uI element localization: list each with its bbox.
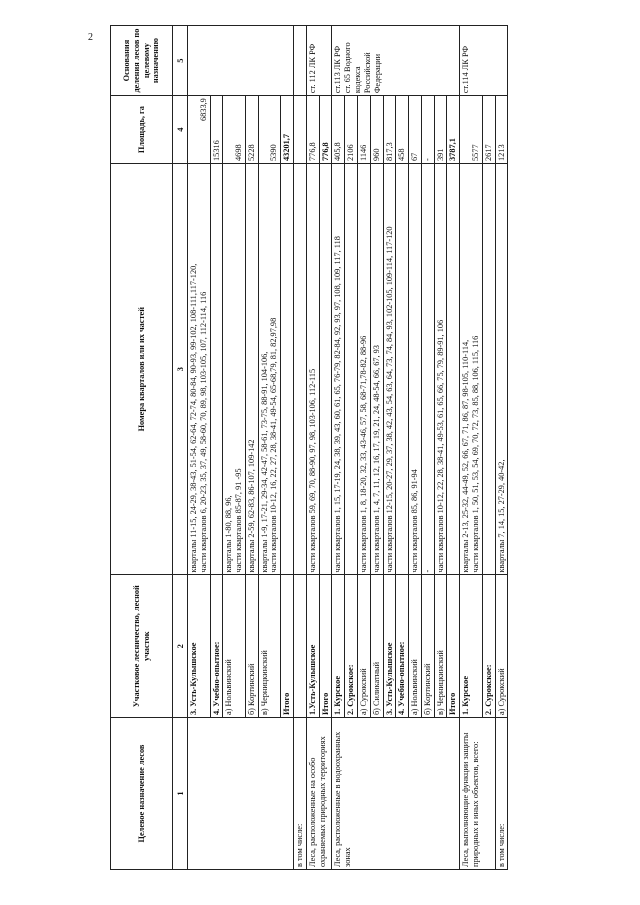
area-cell: 1146 [357, 96, 370, 164]
quarters-cell: части кварталов 12-15, 20-27, 29, 37, 38, 42, 43, 54, 63, 64, 73, 74, 84, 93, 102-105, 109-114, 117-120 [383, 163, 396, 574]
table-row [332, 26, 345, 870]
total-area: 43201,7 [281, 96, 294, 164]
basis-text: ст.113 ЛК РФ [333, 45, 343, 94]
forestry-cell: б) Силикатный [370, 575, 383, 718]
area-cell: 817,3 [383, 96, 396, 164]
area-cell: 5577 [460, 96, 483, 164]
quarters-cell [210, 163, 223, 574]
area-cell: 391 [434, 96, 447, 164]
basis-cell [332, 26, 460, 96]
total-label: Итого [447, 575, 460, 718]
forestry-cell: 2. Сурокское: [345, 575, 358, 718]
header-quarters: Номера кварталов или их частей [111, 163, 173, 574]
quarters-cell [223, 163, 246, 574]
quarters-cell: части кварталов 1, 4, 7, 11, 12, 16, 17, 19, 21, 24, 48-54, 66, 67, 93 [370, 163, 383, 574]
forestry-cell: в) Черницкинский [434, 575, 447, 718]
table-row [294, 26, 307, 870]
forestry-cell: в) Черницкинский [258, 575, 281, 718]
area-cell: - [421, 96, 434, 164]
quarters-cell: части кварталов 1, 15, 17-19, 24, 38, 39, 43, 60, 61, 65, 76-79, 82-84, 92, 93, 97, 108, 109, 117, 118 [332, 163, 345, 574]
basis-cell [294, 26, 307, 96]
table-row [495, 26, 508, 870]
forestry-cell: а) Сурокский [357, 575, 370, 718]
column-number-row [173, 26, 188, 870]
quarters-cell [319, 163, 332, 574]
forestry-cell: а) Сурокский [495, 575, 508, 718]
area-cell: 458 [396, 96, 409, 164]
page-number: 2 [88, 32, 93, 43]
table-row [188, 26, 211, 870]
area-cell: 67 [409, 96, 422, 164]
col-number: 1 [173, 718, 188, 870]
quarters-cell [460, 163, 483, 574]
area-cell: 15316 [210, 96, 223, 164]
table-row [460, 26, 483, 870]
area-cell: 5228 [245, 96, 258, 164]
purpose-cell: Леса, расположенные на особо охраняемых природных территориях [306, 718, 332, 870]
quarters-cell: части кварталов 59, 69, 70, 88-90, 97, 98, 103-106, 112-115 [306, 163, 319, 574]
area-cell: 1213 [495, 96, 508, 164]
purpose-cell: в том числе: [294, 718, 307, 870]
quarters-cell [258, 163, 281, 574]
quarters-text: части кварталов 6, 20-23, 35, 37, 49, 58-60, 70, 89, 98, 103-105, 107, 112-114, 116 [198, 291, 208, 573]
rotated-table-container [110, 25, 620, 870]
area-cell: 2106 [345, 96, 358, 164]
forestry-cell: б) Кортинский [245, 575, 258, 718]
forestry-cell: 3. Усть-Кулышское [188, 575, 211, 718]
quarters-cell [345, 163, 358, 574]
forestry-cell: 1. Курское [332, 575, 345, 718]
header-basis: Основания деления лесов по целевому назначению [111, 26, 173, 96]
quarters-text: кварталы 2-13, 25-32, 44-49, 52, 66, 67, 71, 86, 87, 98-105, 110-114, [461, 339, 471, 573]
quarters-text: кварталы 1-9, 17-21, 29-34, 42-47, 58-61, 73-75, 88-91, 104-106, [259, 351, 269, 573]
purpose-cell: Леса, расположенные в водоохранных зонах [332, 718, 460, 870]
quarters-text: части кварталов 85-87, 91 -95 [234, 468, 244, 573]
forestry-cell: а) Нольвинский [223, 575, 246, 718]
area-cell: 5390 [258, 96, 281, 164]
quarters-text: части кварталов 10-12, 16, 22, 27, 28, 38-41, 49-54, 65-68,79, 81, 82,97,98 [269, 317, 279, 573]
basis-text: ст. 65 Водного кодекса Российской Федерации [343, 42, 382, 94]
quarters-cell: - [421, 163, 434, 574]
basis-cell [188, 26, 294, 96]
quarters-cell: части кварталов 10-12, 22, 28, 38-41, 49-53, 61, 65, 66, 75, 79, 89-91, 106 [434, 163, 447, 574]
quarters-text: кварталы 1-80, 88, 96, [224, 495, 234, 573]
forestry-cell [294, 575, 307, 718]
basis-cell: ст.114 ЛК РФ [460, 26, 508, 96]
forestry-cell: 3. Усть-Кулышское [383, 575, 396, 718]
purpose-cell [188, 718, 294, 870]
header-forestry: Участковое лесничество, лесной участок [111, 575, 173, 718]
quarters-cell: кварталы 7, 14, 15, 27-29, 40-42, [495, 163, 508, 574]
forestry-cell: б) Кортинский [421, 575, 434, 718]
header-area: Площадь, га [111, 96, 173, 164]
col-number: 5 [173, 26, 188, 96]
header-row [111, 26, 173, 870]
quarters-cell [281, 163, 294, 574]
purpose-cell: Леса, выполняющие функции защиты природных и иных объектов, всего: [460, 718, 495, 870]
forestry-cell: 1. Курское [460, 575, 483, 718]
forestry-cell: а) Нольвинский [409, 575, 422, 718]
col-number: 2 [173, 575, 188, 718]
table-row [306, 26, 319, 870]
area-cell: 2617 [482, 96, 495, 164]
forestry-cell: 1.Усть-Кулышское [306, 575, 319, 718]
col-number: 3 [173, 163, 188, 574]
forest-purpose-table [110, 25, 508, 870]
quarters-text: кварталы 11-15, 24-29, 38-43, 51-54, 62-64, 72-74, 80-84, 90-93, 99-102, 108-111,117-120, [189, 263, 199, 573]
total-label: Итого [319, 575, 332, 718]
col-number: 4 [173, 96, 188, 164]
area-cell: 960 [370, 96, 383, 164]
quarters-text: части кварталов 1, 50, 51, 53, 54, 69, 70, 72, 73, 85, 88, 106, 115, 116 [470, 335, 480, 573]
quarters-cell: кварталы 2-59, 62-83, 86-107, 109-142 [245, 163, 258, 574]
forestry-cell: 2. Сурокское: [482, 575, 495, 718]
quarters-cell: части кварталов 1, 8, 18-20, 32, 33, 43-46, 57, 58, 68-71,78-82, 88-96 [357, 163, 370, 574]
forestry-cell: 4. Учебно-опытное: [210, 575, 223, 718]
total-area: 776,8 [319, 96, 332, 164]
quarters-cell: части кварталов 85, 86, 91-94 [409, 163, 422, 574]
quarters-cell [447, 163, 460, 574]
area-cell [294, 96, 307, 164]
area-cell: 776,8 [306, 96, 319, 164]
area-cell: 405,8 [332, 96, 345, 164]
header-purpose: Целевое назначение лесов [111, 718, 173, 870]
quarters-cell [188, 163, 211, 574]
quarters-cell [294, 163, 307, 574]
area-cell: 4698 [223, 96, 246, 164]
forestry-cell: 4. Учебно-опытное: [396, 575, 409, 718]
purpose-cell: в том числе: [495, 718, 508, 870]
total-label: Итого [281, 575, 294, 718]
quarters-cell [396, 163, 409, 574]
quarters-cell [482, 163, 495, 574]
basis-cell: ст. 112 ЛК РФ [306, 26, 332, 96]
total-area: 3787,1 [447, 96, 460, 164]
area-cell: 6833,9 [188, 96, 211, 164]
